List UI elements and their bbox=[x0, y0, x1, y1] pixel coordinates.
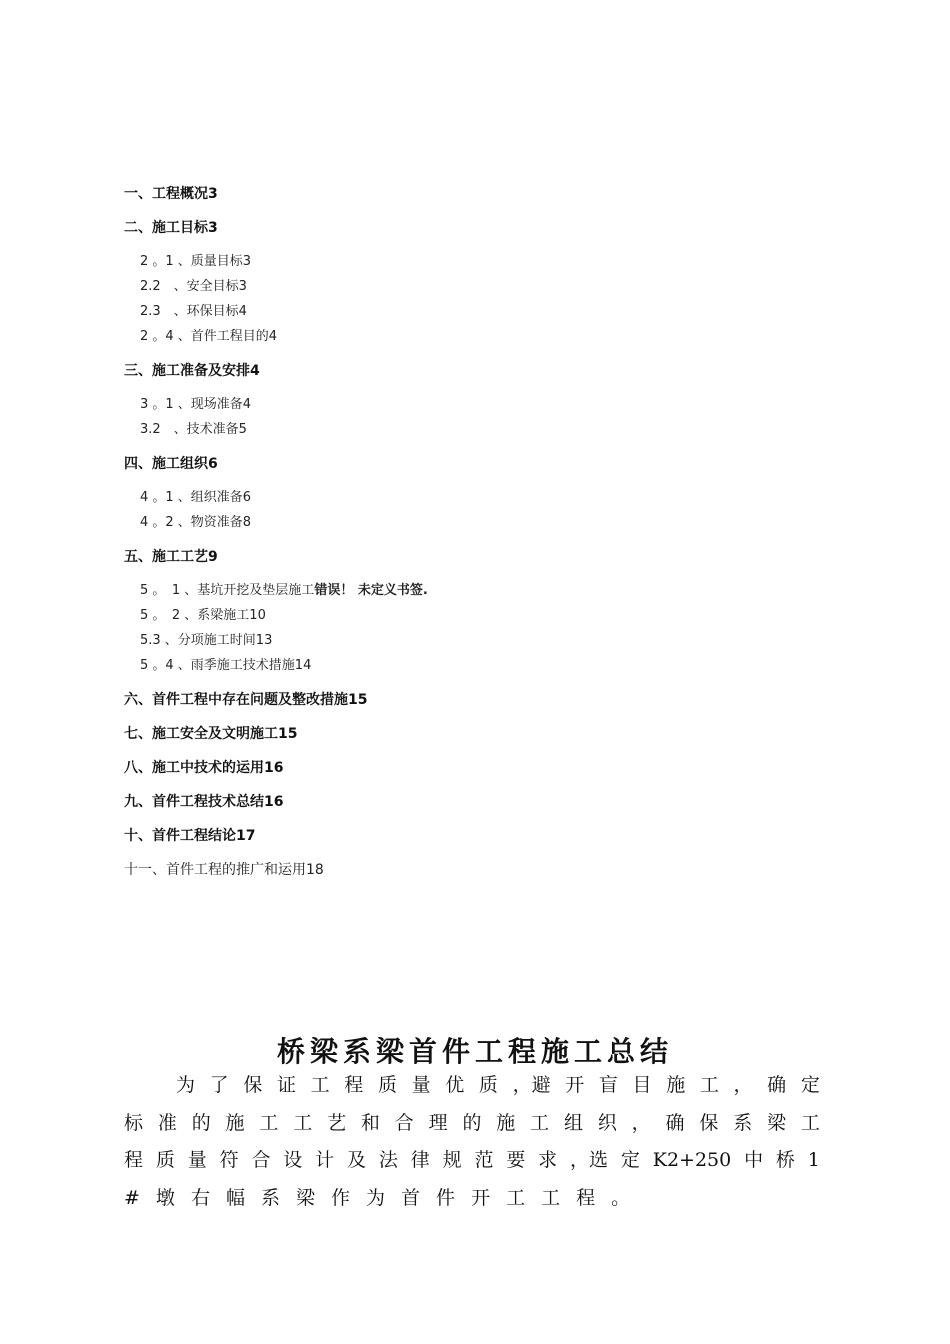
paragraph-token: 计 bbox=[315, 1149, 335, 1171]
paragraph-token: 确 bbox=[665, 1111, 685, 1134]
paragraph-token: 的 bbox=[462, 1111, 482, 1134]
paragraph-token: 中 bbox=[744, 1149, 764, 1171]
paragraph-token: 定 bbox=[620, 1149, 640, 1171]
body-paragraph bbox=[124, 1067, 820, 1217]
paragraph-token: 梁 bbox=[295, 1186, 315, 1209]
toc-section-5-2[interactable]: 5 。 2 、系梁施工10 bbox=[140, 608, 266, 623]
paragraph-token: 工 bbox=[506, 1186, 526, 1209]
paragraph-token: 桥 bbox=[775, 1149, 795, 1171]
table-of-contents bbox=[124, 184, 844, 880]
toc-section-4[interactable]: 四、施工组织6 bbox=[124, 456, 218, 472]
toc-section-5-4[interactable]: 5 。4 、雨季施工技术措施14 bbox=[140, 658, 312, 673]
paragraph-token: ， bbox=[631, 1111, 651, 1134]
paragraph-token: 工 bbox=[699, 1074, 719, 1096]
toc-section-7[interactable]: 七、施工安全及文明施工15 bbox=[124, 726, 298, 742]
toc-section-5-3[interactable]: 5.3 、分项施工时间13 bbox=[140, 633, 273, 648]
paragraph-token: 施 bbox=[225, 1111, 245, 1134]
paragraph-token: 质 bbox=[155, 1149, 175, 1171]
toc-section-4-1[interactable]: 4 。1 、组织准备6 bbox=[140, 490, 252, 505]
paragraph-token: 盲 bbox=[598, 1074, 618, 1096]
toc-section-2-2[interactable]: 2.2 、安全目标3 bbox=[140, 279, 247, 294]
toc-section-2[interactable]: 二、施工目标3 bbox=[124, 220, 218, 236]
paragraph-token: 工 bbox=[259, 1111, 279, 1134]
paragraph-token: ，选 bbox=[570, 1149, 609, 1171]
paragraph-token: 组 bbox=[563, 1111, 583, 1134]
bookmark-error-text: 错误！ 未定义书签. bbox=[314, 583, 428, 598]
paragraph-line bbox=[124, 1180, 820, 1218]
toc-section-5[interactable]: 五、施工工艺9 bbox=[124, 549, 218, 565]
paragraph-token: 及 bbox=[347, 1149, 367, 1171]
paragraph-token: 理 bbox=[428, 1111, 448, 1134]
toc-section-5-1[interactable] bbox=[124, 581, 844, 601]
paragraph-token: 保 bbox=[699, 1111, 719, 1134]
paragraph-token: 。 bbox=[611, 1186, 631, 1209]
paragraph-token: 求 bbox=[538, 1149, 558, 1171]
toc-section-1[interactable]: 一、工程概况3 bbox=[124, 186, 218, 202]
paragraph-token: ，避 bbox=[512, 1074, 551, 1096]
toc-section-3-2[interactable]: 3.2 、技术准备5 bbox=[140, 422, 247, 437]
paragraph-token: 工 bbox=[310, 1074, 330, 1096]
paragraph-token: 优 bbox=[445, 1074, 465, 1096]
paragraph-token: 要 bbox=[506, 1149, 526, 1171]
paragraph-token: 证 bbox=[276, 1074, 296, 1096]
document-title: 桥梁系梁首件工程施工总结 bbox=[276, 1035, 673, 1068]
paragraph-token: 程 bbox=[344, 1074, 364, 1096]
paragraph-token: 系 bbox=[733, 1111, 753, 1134]
paragraph-token: 右 bbox=[190, 1186, 210, 1209]
paragraph-token: 工 bbox=[541, 1186, 561, 1209]
paragraph-token: 保 bbox=[243, 1074, 263, 1096]
paragraph-token: 梁 bbox=[767, 1111, 787, 1134]
toc-section-9[interactable]: 九、首件工程技术总结16 bbox=[124, 794, 284, 810]
paragraph-token: 艺 bbox=[327, 1111, 347, 1134]
paragraph-token: 定 bbox=[800, 1074, 820, 1096]
paragraph-line bbox=[124, 1067, 820, 1105]
paragraph-line bbox=[124, 1142, 820, 1180]
paragraph-token: 工 bbox=[800, 1111, 820, 1134]
paragraph-token: 质 bbox=[377, 1074, 397, 1096]
paragraph-token: # bbox=[124, 1186, 140, 1209]
paragraph-token: K2+250 bbox=[652, 1149, 732, 1171]
paragraph-token: 首 bbox=[401, 1186, 421, 1209]
paragraph-token: 质 bbox=[478, 1074, 498, 1096]
paragraph-token: 律 bbox=[410, 1149, 430, 1171]
paragraph-token: 标 bbox=[124, 1111, 144, 1134]
paragraph-token: 1 bbox=[807, 1149, 820, 1171]
paragraph-token: 幅 bbox=[225, 1186, 245, 1209]
toc-section-3-1[interactable]: 3 。1 、现场准备4 bbox=[140, 397, 252, 412]
toc-section-2-1[interactable]: 2 。1 、质量目标3 bbox=[140, 254, 252, 269]
paragraph-token: 设 bbox=[283, 1149, 303, 1171]
toc-section-4-2[interactable]: 4 。2 、物资准备8 bbox=[140, 515, 252, 530]
paragraph-token: 量 bbox=[187, 1149, 207, 1171]
paragraph-token: 工 bbox=[293, 1111, 313, 1134]
toc-section-6[interactable]: 六、首件工程中存在问题及整改措施15 bbox=[124, 692, 368, 708]
toc-section-2-4[interactable]: 2 。4 、首件工程目的4 bbox=[140, 329, 278, 344]
paragraph-token: 工 bbox=[530, 1111, 550, 1134]
paragraph-token: 系 bbox=[260, 1186, 280, 1209]
toc-section-2-3[interactable]: 2.3 、环保目标4 bbox=[140, 304, 247, 319]
paragraph-token: 程 bbox=[576, 1186, 596, 1209]
paragraph-line bbox=[124, 1105, 820, 1143]
paragraph-token: 开 bbox=[565, 1074, 585, 1096]
paragraph-token: 合 bbox=[251, 1149, 271, 1171]
toc-section-11[interactable]: 十一、首件工程的推广和运用18 bbox=[124, 862, 324, 878]
paragraph-token: 为 bbox=[366, 1186, 386, 1209]
paragraph-token: 施 bbox=[666, 1074, 686, 1096]
paragraph-token: ， bbox=[733, 1074, 753, 1096]
paragraph-token: 的 bbox=[191, 1111, 211, 1134]
paragraph-token: 织 bbox=[597, 1111, 617, 1134]
paragraph-token: 量 bbox=[411, 1074, 431, 1096]
paragraph-token: 目 bbox=[632, 1074, 652, 1096]
paragraph-token: 和 bbox=[360, 1111, 380, 1134]
paragraph-token: 件 bbox=[436, 1186, 456, 1209]
paragraph-token: 符 bbox=[219, 1149, 239, 1171]
paragraph-token: 规 bbox=[442, 1149, 462, 1171]
toc-section-3[interactable]: 三、施工准备及安排4 bbox=[124, 363, 260, 379]
paragraph-token: 法 bbox=[378, 1149, 398, 1171]
paragraph-token: 准 bbox=[157, 1111, 177, 1134]
paragraph-token: 为 bbox=[176, 1074, 196, 1096]
paragraph-token: 范 bbox=[474, 1149, 494, 1171]
paragraph-token: 了 bbox=[209, 1074, 229, 1096]
paragraph-token: 程 bbox=[124, 1149, 144, 1171]
paragraph-token: 开 bbox=[471, 1186, 491, 1209]
paragraph-token: 施 bbox=[496, 1111, 516, 1134]
paragraph-token: 确 bbox=[767, 1074, 787, 1096]
toc-section-5-1-label: 5 。 1 、基坑开挖及垫层施工 bbox=[140, 583, 315, 598]
paragraph-token: 墩 bbox=[155, 1186, 175, 1209]
paragraph-token: 作 bbox=[331, 1186, 351, 1209]
paragraph-token: 合 bbox=[394, 1111, 414, 1134]
toc-section-8[interactable]: 八、施工中技术的运用16 bbox=[124, 760, 284, 776]
toc-section-10[interactable]: 十、首件工程结论17 bbox=[124, 828, 256, 844]
